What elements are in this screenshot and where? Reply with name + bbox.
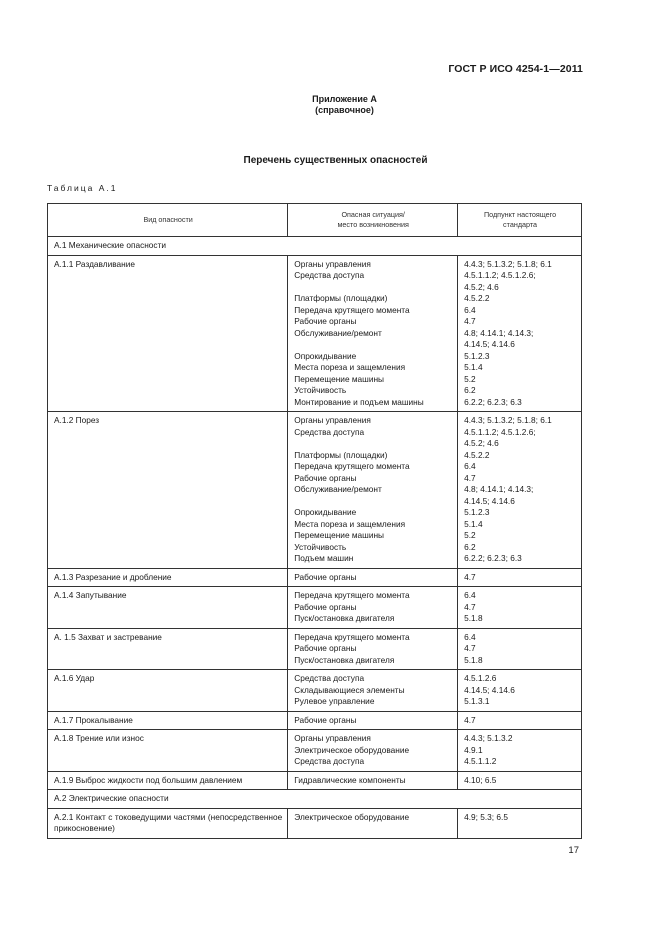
situation-line: Опрокидывание — [294, 350, 357, 361]
situation-line: Передача крутящего момента — [294, 590, 410, 600]
situation-cell — [288, 587, 458, 629]
clause-line: 6.2 — [464, 541, 476, 552]
situation-line: Обслуживание/ремонт — [294, 484, 382, 494]
situation-line: Платформы (площадки) — [294, 449, 388, 460]
situation-line: Электрическое оборудование — [294, 744, 410, 755]
clause-line: 4.14.5; 4.14.6 — [464, 495, 515, 506]
hazard-type-cell: А.1.4 Запутывание — [48, 587, 288, 629]
situation-line — [294, 438, 452, 450]
situation-line: Перемещение машины — [294, 530, 385, 540]
clause-line: 5.1.8 — [464, 613, 483, 623]
situation-line: Гидравлические компоненты — [294, 774, 406, 785]
hazard-type-cell: А.1.3 Разрезание и дробление — [48, 568, 288, 587]
table-header-row — [48, 204, 582, 237]
table-row — [48, 587, 582, 629]
clause-line: 4.7 — [464, 571, 476, 582]
situation-line: Рабочие органы — [294, 472, 357, 483]
hazard-type-cell: А.1.6 Удар — [48, 670, 288, 712]
situation-line: Электрическое оборудование — [294, 811, 410, 822]
situation-line: Органы управления — [294, 258, 371, 269]
situation-cell — [288, 568, 458, 587]
clause-line: 4.8; 4.14.1; 4.14.3; — [464, 327, 534, 338]
table-row — [48, 670, 582, 712]
situation-cell — [288, 808, 458, 838]
hazard-type-cell: А.1.8 Трение или износ — [48, 730, 288, 772]
situation-cell — [288, 670, 458, 712]
situation-line: Средства доступа — [294, 673, 365, 683]
situation-line — [294, 282, 452, 294]
clause-line: 5.1.3.1 — [464, 696, 490, 706]
clause-line: 4.5.1.1.2 — [464, 756, 497, 766]
situation-cell — [288, 730, 458, 772]
page-number: 17 — [568, 845, 579, 856]
situation-cell — [288, 771, 458, 790]
clause-line: 5.1.8 — [464, 654, 483, 665]
clause-line: 4.7 — [464, 316, 476, 326]
clause-line: 4.7 — [464, 643, 476, 653]
annex-title: Приложение А — [312, 94, 377, 104]
hazard-type-cell: А.1.2 Порез — [48, 412, 288, 569]
situation-line: Органы управления — [294, 733, 371, 743]
clause-cell — [458, 412, 582, 569]
situation-line: Рабочие органы — [294, 714, 357, 725]
table-row — [48, 808, 582, 838]
situation-line: Устойчивость — [294, 385, 347, 395]
section-title: А.2 Электрические опасности — [48, 790, 582, 809]
clause-cell — [458, 628, 582, 670]
clause-cell — [458, 711, 582, 730]
situation-line: Места пореза и защемления — [294, 518, 406, 529]
situation-line: Опрокидывание — [294, 507, 357, 517]
clause-line: 4.7 — [464, 714, 476, 725]
clause-line: 4.5.2.2 — [464, 449, 490, 460]
clause-line: 6.4 — [464, 304, 476, 315]
situation-line: Рабочие органы — [294, 601, 357, 612]
column-header-situation: Опасная ситуация/ место возникновения — [288, 204, 458, 237]
situation-cell — [288, 711, 458, 730]
situation-line: Складывающиеся элементы — [294, 684, 405, 695]
situation-line: Органы управления — [294, 415, 371, 425]
clause-line: 6.4 — [464, 631, 476, 642]
table-row — [48, 568, 582, 587]
clause-line: 4.14.5; 4.14.6 — [464, 684, 515, 695]
situation-line — [294, 339, 452, 351]
situation-line: Рабочие органы — [294, 571, 357, 582]
hazard-type-cell: А.1.1 Раздавливание — [48, 255, 288, 412]
clause-cell — [458, 771, 582, 790]
clause-line: 6.2 — [464, 385, 476, 395]
situation-line: Передача крутящего момента — [294, 461, 410, 471]
situation-line: Передача крутящего момента — [294, 631, 410, 642]
clause-cell — [458, 730, 582, 772]
clause-line: 5.1.2.3 — [464, 350, 490, 361]
hazard-list-title: Перечень существенных опасностей — [243, 155, 428, 166]
clause-line: 4.5.1.1.2; 4.5.1.2.6; — [464, 426, 536, 437]
section-title: А.1 Механические опасности — [48, 237, 582, 256]
table-row — [48, 412, 582, 569]
clause-line: 5.2 — [464, 530, 476, 540]
clause-line: 4.8; 4.14.1; 4.14.3; — [464, 484, 534, 494]
clause-line: 4.4.3; 5.1.3.2; 5.1.8; 6.1 — [464, 415, 552, 425]
situation-line: Рулевое управление — [294, 696, 375, 706]
clause-line: 4.9.1 — [464, 744, 483, 755]
situation-line: Средства доступа — [294, 756, 365, 766]
section-row — [48, 790, 582, 809]
clause-cell — [458, 808, 582, 838]
situation-line: Рабочие органы — [294, 316, 357, 326]
clause-line: 4.5.2.2 — [464, 293, 490, 303]
situation-line: Платформы (площадки) — [294, 293, 388, 303]
situation-line: Пуск/остановка двигателя — [294, 654, 395, 665]
annex-heading — [0, 94, 661, 116]
clause-line: 4.5.1.1.2; 4.5.1.2.6; — [464, 270, 536, 280]
situation-cell — [288, 628, 458, 670]
clause-line: 4.5.2; 4.6 — [464, 438, 499, 448]
clause-line: 4.4.3; 5.1.3.2 — [464, 733, 513, 743]
clause-line: 4.9; 5.3; 6.5 — [464, 811, 508, 822]
clause-line: 6.2.2; 6.2.3; 6.3 — [464, 396, 522, 407]
clause-line: 5.1.4 — [464, 362, 483, 372]
clause-line: 4.5.1.2.6 — [464, 673, 497, 683]
column-header-hazard-type: Вид опасности — [48, 204, 288, 237]
clause-line: 4.7 — [464, 472, 476, 483]
hazard-table — [47, 203, 582, 839]
table-label: Таблица А.1 — [47, 183, 118, 193]
clause-cell — [458, 568, 582, 587]
clause-cell — [458, 587, 582, 629]
standard-designation: ГОСТ Р ИСО 4254-1—2011 — [448, 63, 583, 75]
situation-line: Устойчивость — [294, 541, 347, 552]
clause-line: 6.2.2; 6.2.3; 6.3 — [464, 553, 522, 563]
situation-line: Рабочие органы — [294, 643, 357, 653]
table-row — [48, 628, 582, 670]
hazard-type-cell: А.1.7 Прокалывание — [48, 711, 288, 730]
table-row — [48, 711, 582, 730]
clause-line: 4.5.2; 4.6 — [464, 281, 499, 292]
situation-line: Подъем машин — [294, 553, 354, 563]
annex-subtitle: (справочное) — [315, 105, 374, 115]
hazard-type-cell: А.2.1 Контакт с токоведущими частями (непосредственное прикосновение) — [48, 808, 288, 838]
situation-cell — [288, 412, 458, 569]
clause-line: 4.4.3; 5.1.3.2; 5.1.8; 6.1 — [464, 258, 552, 269]
situation-line: Средства доступа — [294, 270, 365, 280]
clause-line: 4.7 — [464, 601, 476, 612]
clause-cell — [458, 670, 582, 712]
situation-line: Обслуживание/ремонт — [294, 327, 382, 338]
situation-line: Передача крутящего момента — [294, 304, 410, 315]
hazard-type-cell: А. 1.5 Захват и застревание — [48, 628, 288, 670]
clause-line: 4.14.5; 4.14.6 — [464, 339, 515, 349]
situation-line — [294, 496, 452, 508]
table-body — [48, 237, 582, 839]
hazard-type-cell: А.1.9 Выброс жидкости под большим давлением — [48, 771, 288, 790]
clause-line: 6.4 — [464, 590, 476, 600]
clause-cell — [458, 255, 582, 412]
section-row — [48, 237, 582, 256]
clause-line: 5.1.2.3 — [464, 507, 490, 517]
situation-cell — [288, 255, 458, 412]
situation-line: Монтирование и подъем машины — [294, 396, 424, 407]
situation-line: Места пореза и защемления — [294, 362, 406, 372]
situation-line: Пуск/остановка двигателя — [294, 613, 395, 623]
column-header-clause: Подпункт настоящего стандарта — [458, 204, 582, 237]
situation-line: Перемещение машины — [294, 373, 385, 384]
clause-line: 5.1.4 — [464, 518, 483, 529]
table-row — [48, 730, 582, 772]
clause-line: 5.2 — [464, 373, 476, 384]
situation-line: Средства доступа — [294, 426, 365, 437]
clause-line: 6.4 — [464, 461, 476, 471]
table-row — [48, 771, 582, 790]
table-row — [48, 255, 582, 412]
clause-line: 4.10; 6.5 — [464, 774, 497, 785]
